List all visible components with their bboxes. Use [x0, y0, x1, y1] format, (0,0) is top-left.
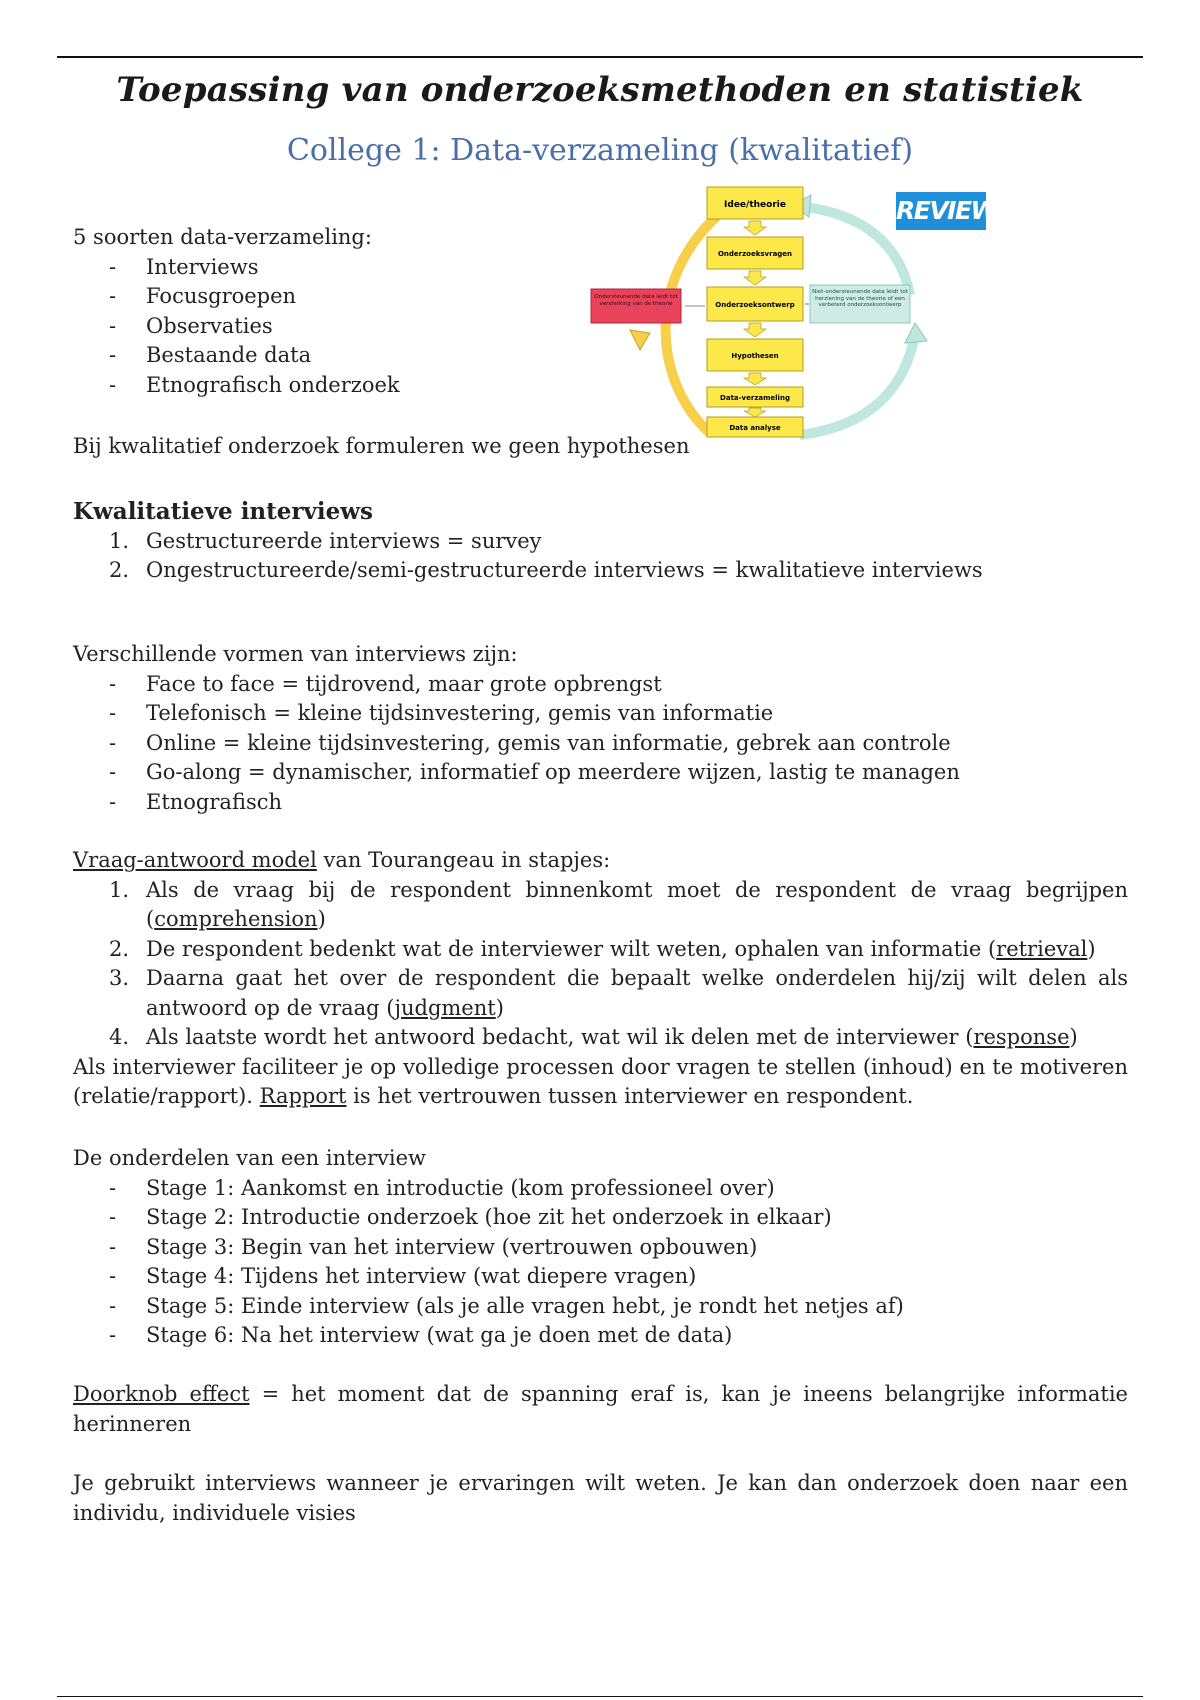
doorknob-term: Doorknob effect: [73, 1382, 250, 1406]
list-item: - Etnografisch onderzoek: [109, 372, 400, 397]
step-label: Data-verzameling: [720, 394, 790, 402]
step-label: Onderzoeksontwerp: [715, 301, 795, 309]
list-item: - Etnografisch: [109, 789, 283, 814]
step-label: Idee/theorie: [724, 200, 786, 210]
intro-heading: 5 soorten data-verzameling:: [73, 225, 372, 249]
step-onderzoeksvragen: [707, 237, 803, 269]
list-item: 2. De respondent bedenkt wat de interviewer wilt weten, ophalen van informatie (retrieval): [109, 936, 1096, 961]
non-supporting-data-box: [810, 285, 910, 323]
review-logo: REVIEW: [896, 192, 986, 230]
step-arrow: [744, 271, 766, 285]
step-arrow: [744, 323, 766, 337]
step-data-verzameling: [707, 387, 803, 407]
list-item: - Stage 5: Einde interview (als je alle vragen hebt, je rondt het netjes af): [109, 1293, 904, 1318]
step-onderzoeksontwerp: [707, 287, 803, 321]
research-cycle-diagram: [594, 185, 1010, 475]
step-data-analyse: [707, 417, 803, 437]
model-section: [73, 846, 1128, 1112]
step-arrow: [744, 373, 766, 385]
interview-types-list: [73, 527, 1128, 586]
bottom-rule: [57, 1696, 1143, 1697]
list-item: 3. Daarna gaat het over de respondent die bepaalt welke onderdelen hij/zij wilt delen als antwoord op de vraag (judgment): [109, 966, 1128, 1020]
list-item: - Observaties: [109, 313, 273, 338]
rapport-paragraph: Als interviewer faciliteer je op volledige processen door vragen te stellen (inhoud) en te motiveren (relatie/rapport). Rapport is het vertrouwen tussen interviewer en respondent.: [73, 1054, 1128, 1108]
forms-heading: Verschillende vormen van interviews zijn:: [73, 642, 518, 666]
list-item: 1. Gestructureerde interviews = survey: [109, 528, 542, 553]
list-item: - Go-along = dynamischer, informatief op meerdere wijzen, lastig te managen: [109, 760, 960, 784]
step-arrow: [744, 221, 766, 235]
interview-forms-list: [73, 670, 1128, 818]
list-item: - Stage 2: Introductie onderzoek (hoe zit het onderzoek in elkaar): [109, 1205, 832, 1229]
stages-section: [73, 1144, 1128, 1351]
step-label: Hypothesen: [731, 352, 779, 360]
collection-types-list: [73, 253, 633, 401]
revise-cycle-arrow-top: [805, 207, 910, 295]
model-steps-list: [73, 876, 1128, 1053]
list-item: - Face to face = tijdrovend, maar grote opbrengst: [109, 671, 662, 696]
list-item: 1. Als de vraag bij de respondent binnenkomt moet de respondent de vraag begrijpen (comprehension): [109, 877, 1128, 931]
list-item: - Focusgroepen: [109, 284, 297, 308]
lecture-subtitle: College 1: Data-verzameling (kwalitatief): [286, 133, 914, 168]
step-idee-theorie: [707, 187, 803, 219]
non-supporting-data-label: Niet-ondersteunende data leidt tot herziening van de theorie of een verbeterd onderzoeksontwerp: [812, 289, 908, 308]
hypothesis-note: Bij kwalitatief onderzoek formuleren we geen hypothesen: [73, 434, 690, 458]
list-item: - Stage 4: Tijdens het interview (wat diepere vragen): [109, 1264, 697, 1288]
step-arrow: [744, 408, 766, 417]
revise-cycle-arrow: [800, 335, 915, 435]
step-label: Data analyse: [729, 424, 781, 432]
list-item: - Online = kleine tijdsinvestering, gemis van informatie, gebrek aan controle: [109, 730, 951, 755]
step-hypothesen: [707, 339, 803, 371]
support-arrowhead-bottom: [630, 330, 650, 350]
stages-list: [73, 1174, 1128, 1351]
model-term: Vraag-antwoord model: [73, 848, 317, 872]
model-heading: Vraag-antwoord model van Tourangeau in stapjes:: [73, 848, 611, 872]
forms-section: [73, 640, 1128, 817]
list-item: 2. Ongestructureerde/semi-gestructureerde interviews = kwalitatieve interviews: [109, 558, 983, 582]
list-item: - Interviews: [109, 254, 259, 279]
document-title: Toepassing van onderzoeksmethoden en statistiek: [116, 70, 1084, 110]
top-rule: [57, 56, 1143, 58]
revise-arrowhead-bottom: [905, 323, 927, 343]
list-item: - Stage 1: Aankomst en introductie (kom professioneel over): [109, 1175, 775, 1200]
step-label: Onderzoeksvragen: [717, 250, 793, 258]
intro-section: [73, 223, 633, 400]
list-item: 4. Als laatste wordt het antwoord bedacht, wat wil ik delen met de interviewer (response): [109, 1025, 1078, 1049]
conclusion-paragraph: Je gebruikt interviews wanneer je ervaringen wilt weten. Je kan dan onderzoek doen naar een individu, individuele visies: [73, 1471, 1128, 1525]
list-item: - Telefonisch = kleine tijdsinvestering, gemis van informatie: [109, 701, 774, 725]
doorknob-section: Doorknob effect = het moment dat de spanning eraf is, kan je ineens belangrijke informatie herinneren: [73, 1382, 1128, 1436]
section-heading: Kwalitatieve interviews: [73, 498, 374, 525]
list-item: - Stage 3: Begin van het interview (vertrouwen opbouwen): [109, 1234, 758, 1259]
supporting-data-box: [591, 289, 681, 323]
supporting-data-label: Ondersteunende data leidt tot versterking van de theorie: [594, 294, 678, 307]
interviews-section: [73, 497, 1128, 586]
stages-heading: De onderdelen van een interview: [73, 1146, 427, 1170]
list-item: - Stage 6: Na het interview (wat ga je doen met de data): [109, 1323, 733, 1347]
list-item: - Bestaande data: [109, 343, 312, 367]
